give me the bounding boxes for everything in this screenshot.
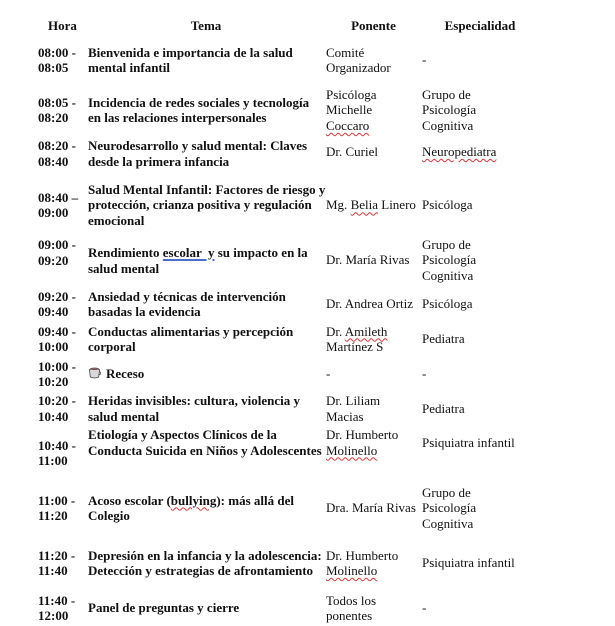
speaker-name-spellcheck: Amileth [344, 323, 388, 339]
time-cell[interactable] [38, 233, 87, 287]
time-start: 09:00 - [38, 237, 76, 252]
speaker-line: Martínez S [326, 339, 384, 354]
speaker-cell[interactable] [325, 426, 422, 480]
topic-text: Ansiedad y técnicas de intervención basadas la evidencia [88, 288, 286, 319]
table-row [38, 137, 538, 177]
speaker-line: Dr. Humberto [326, 547, 399, 563]
time-cell[interactable] [38, 137, 87, 177]
speaker-line: Dr. Liliam [326, 393, 381, 408]
topic-cell[interactable] [87, 83, 325, 137]
speaker-cell[interactable] [325, 536, 422, 590]
topic-text: Depresión en la infancia y la adolescencia: Detección y estrategias de afrontamiento [88, 547, 322, 578]
topic-cell[interactable] [87, 426, 325, 480]
specialty-cell[interactable] [422, 357, 538, 391]
time-start: 11:40 - [38, 592, 76, 608]
topic-text: Neurodesarrollo y salud mental: Claves desde la primera infancia [88, 138, 308, 169]
table-row [38, 233, 538, 287]
speaker-line: Macias [326, 408, 364, 424]
topic-text: su impacto en la salud mental [88, 245, 308, 276]
speaker-line: Dr. Curiel [326, 144, 378, 159]
topic-text: Acoso escolar ( [88, 492, 171, 508]
topic-text: Receso [106, 366, 145, 382]
time-cell[interactable] [38, 177, 87, 233]
speaker-cell[interactable] [325, 177, 422, 233]
speaker-line: Dr. María Rivas [326, 252, 410, 268]
speaker-line: Psicóloga [326, 86, 377, 102]
header-tema: Tema [190, 18, 222, 33]
speaker-line-spellcheck: Coccaro [326, 117, 370, 133]
topic-text: Rendimiento [88, 245, 163, 260]
topic-text-spellcheck: bullying [170, 492, 217, 508]
time-end: 09:40 [38, 304, 69, 319]
specialty-cell[interactable] [422, 536, 538, 590]
table-row [38, 321, 538, 357]
time-end: 08:40 [38, 153, 69, 169]
time-cell[interactable] [38, 321, 87, 357]
speaker-line: Dr. Andrea Ortiz [326, 296, 414, 312]
specialty-cell[interactable] [422, 480, 538, 536]
speaker-cell[interactable] [325, 137, 422, 177]
time-cell[interactable] [38, 426, 87, 480]
header-row [38, 18, 538, 37]
speaker-line: Dr. [326, 323, 345, 339]
topic-cell[interactable] [87, 321, 325, 357]
time-end: 10:20 [38, 374, 69, 389]
specialty-text: Psicóloga [422, 197, 473, 213]
specialty-text: Pediatra [422, 400, 465, 416]
specialty-cell[interactable] [422, 233, 538, 287]
specialty-text: Psiquiatra infantil [422, 555, 515, 571]
speaker-line-spellcheck: Molinello [326, 563, 378, 578]
topic-text: Bienvenida e importancia de la salud mental infantil [88, 44, 293, 75]
speaker-line-spellcheck: Molinello [326, 442, 378, 458]
time-end: 10:00 [38, 339, 69, 354]
speaker-line: Mg. [326, 197, 351, 213]
specialty-text: - [422, 366, 427, 382]
time-start: 08:05 - [38, 94, 76, 110]
time-end: 11:40 [38, 563, 68, 578]
time-start: 10:40 - [38, 437, 76, 453]
time-end: 09:20 [38, 252, 69, 268]
coffee-cup-icon [88, 367, 101, 379]
topic-text: Panel de preguntas y cierre [88, 600, 240, 616]
speaker-cell[interactable] [325, 391, 422, 426]
speaker-line: Todos los [326, 592, 377, 608]
table-row [38, 391, 538, 426]
specialty-cell[interactable] [422, 426, 538, 480]
time-end: 11:00 [38, 453, 68, 468]
document-page [38, 18, 598, 626]
topic-cell[interactable] [87, 536, 325, 590]
time-end: 11:20 [38, 508, 68, 523]
topic-cell[interactable] [87, 287, 325, 321]
speaker-cell[interactable] [325, 357, 422, 391]
time-cell[interactable] [38, 83, 87, 137]
topic-cell[interactable] [87, 391, 325, 426]
time-start: 08:20 - [38, 138, 76, 153]
topic-cell[interactable] [87, 480, 325, 536]
speaker-line: - [326, 366, 331, 382]
speaker-cell[interactable] [325, 233, 422, 287]
time-start: 08:40 – [38, 189, 79, 205]
specialty-text: - [422, 600, 427, 616]
time-start: 08:00 - [38, 44, 76, 60]
specialty-cell[interactable] [422, 287, 538, 321]
time-start: 11:20 - [38, 547, 76, 563]
specialty-text: Pediatra [422, 331, 465, 347]
specialty-text: Psicóloga [422, 296, 473, 312]
time-end: 08:05 [38, 60, 69, 75]
time-cell[interactable] [38, 480, 87, 536]
time-cell[interactable] [38, 287, 87, 321]
speaker-cell[interactable] [325, 37, 422, 83]
time-cell[interactable] [38, 536, 87, 590]
speaker-line: Michelle [326, 102, 373, 118]
time-start: 10:00 - [38, 358, 76, 374]
table-row [38, 357, 538, 391]
specialty-text: Grupo de Psicología Cognitiva [422, 86, 477, 133]
speaker-cell[interactable] [325, 83, 422, 137]
specialty-cell[interactable] [422, 177, 538, 233]
topic-text: ): más allá del Colegio [88, 492, 294, 523]
speaker-line: Linero [378, 197, 416, 213]
speaker-line: Organizador [326, 60, 391, 75]
time-end: 08:20 [38, 110, 69, 125]
time-end: 10:40 [38, 408, 69, 424]
time-start: 11:00 - [38, 492, 76, 508]
table-row [38, 536, 538, 590]
header-ponente: Ponente [351, 18, 396, 33]
topic-cell[interactable] [87, 37, 325, 83]
specialty-text: Grupo de Psicología Cognitiva [422, 236, 477, 283]
speaker-line: Dra. María Rivas [326, 500, 416, 516]
topic-cell[interactable] [87, 177, 325, 233]
specialty-text: - [422, 52, 427, 68]
topic-cell[interactable] [87, 137, 325, 177]
topic-text-grammar-flag: escolar y [162, 245, 215, 260]
time-end: 09:00 [38, 205, 69, 220]
topic-text: Heridas invisibles: cultura, violencia y salud mental [88, 393, 300, 424]
speaker-cell[interactable] [325, 480, 422, 536]
time-end: 12:00 [38, 608, 69, 623]
table-row [38, 480, 538, 536]
time-start: 10:20 - [38, 393, 76, 408]
speaker-line: Dr. Humberto [326, 427, 399, 442]
specialty-text: Neuropediatra [422, 144, 497, 159]
header-hora: Hora [48, 18, 77, 33]
speaker-name-spellcheck: Belia [350, 197, 378, 213]
table-row [38, 426, 538, 480]
topic-text: Salud Mental Infantil: Factores de riesgo y protección, crianza positiva y regulación emocional [88, 181, 326, 228]
table-row [38, 37, 538, 83]
time-start: 09:40 - [38, 323, 76, 339]
table-row [38, 287, 538, 321]
time-cell[interactable] [38, 391, 87, 426]
specialty-cell[interactable] [422, 391, 538, 426]
speaker-cell[interactable] [325, 321, 422, 357]
table-row [38, 83, 538, 137]
specialty-cell[interactable] [422, 321, 538, 357]
header-especialidad: Especialidad [444, 18, 516, 33]
topic-cell[interactable] [87, 233, 325, 287]
schedule-table [38, 18, 538, 626]
specialty-cell[interactable] [422, 83, 538, 137]
speaker-line: ponentes [326, 608, 373, 623]
topic-text: Incidencia de redes sociales y tecnología en las relaciones interpersonales [88, 94, 310, 125]
time-start: 09:20 - [38, 288, 76, 304]
speaker-line: Comité [326, 44, 365, 60]
time-cell[interactable] [38, 37, 87, 83]
topic-cell[interactable] [87, 357, 325, 391]
topic-text: Conductas alimentarias y percepción corporal [88, 323, 294, 354]
topic-text: Etiología y Aspectos Clínicos de la Conducta Suicida en Niños y Adolescentes [88, 427, 322, 458]
specialty-text: Grupo de Psicología Cognitiva [422, 484, 477, 531]
time-cell[interactable] [38, 357, 87, 391]
speaker-cell[interactable] [325, 287, 422, 321]
specialty-cell[interactable] [422, 37, 538, 83]
specialty-text: Psiquiatra infantil [422, 435, 515, 450]
specialty-cell[interactable] [422, 137, 538, 177]
table-row [38, 177, 538, 233]
